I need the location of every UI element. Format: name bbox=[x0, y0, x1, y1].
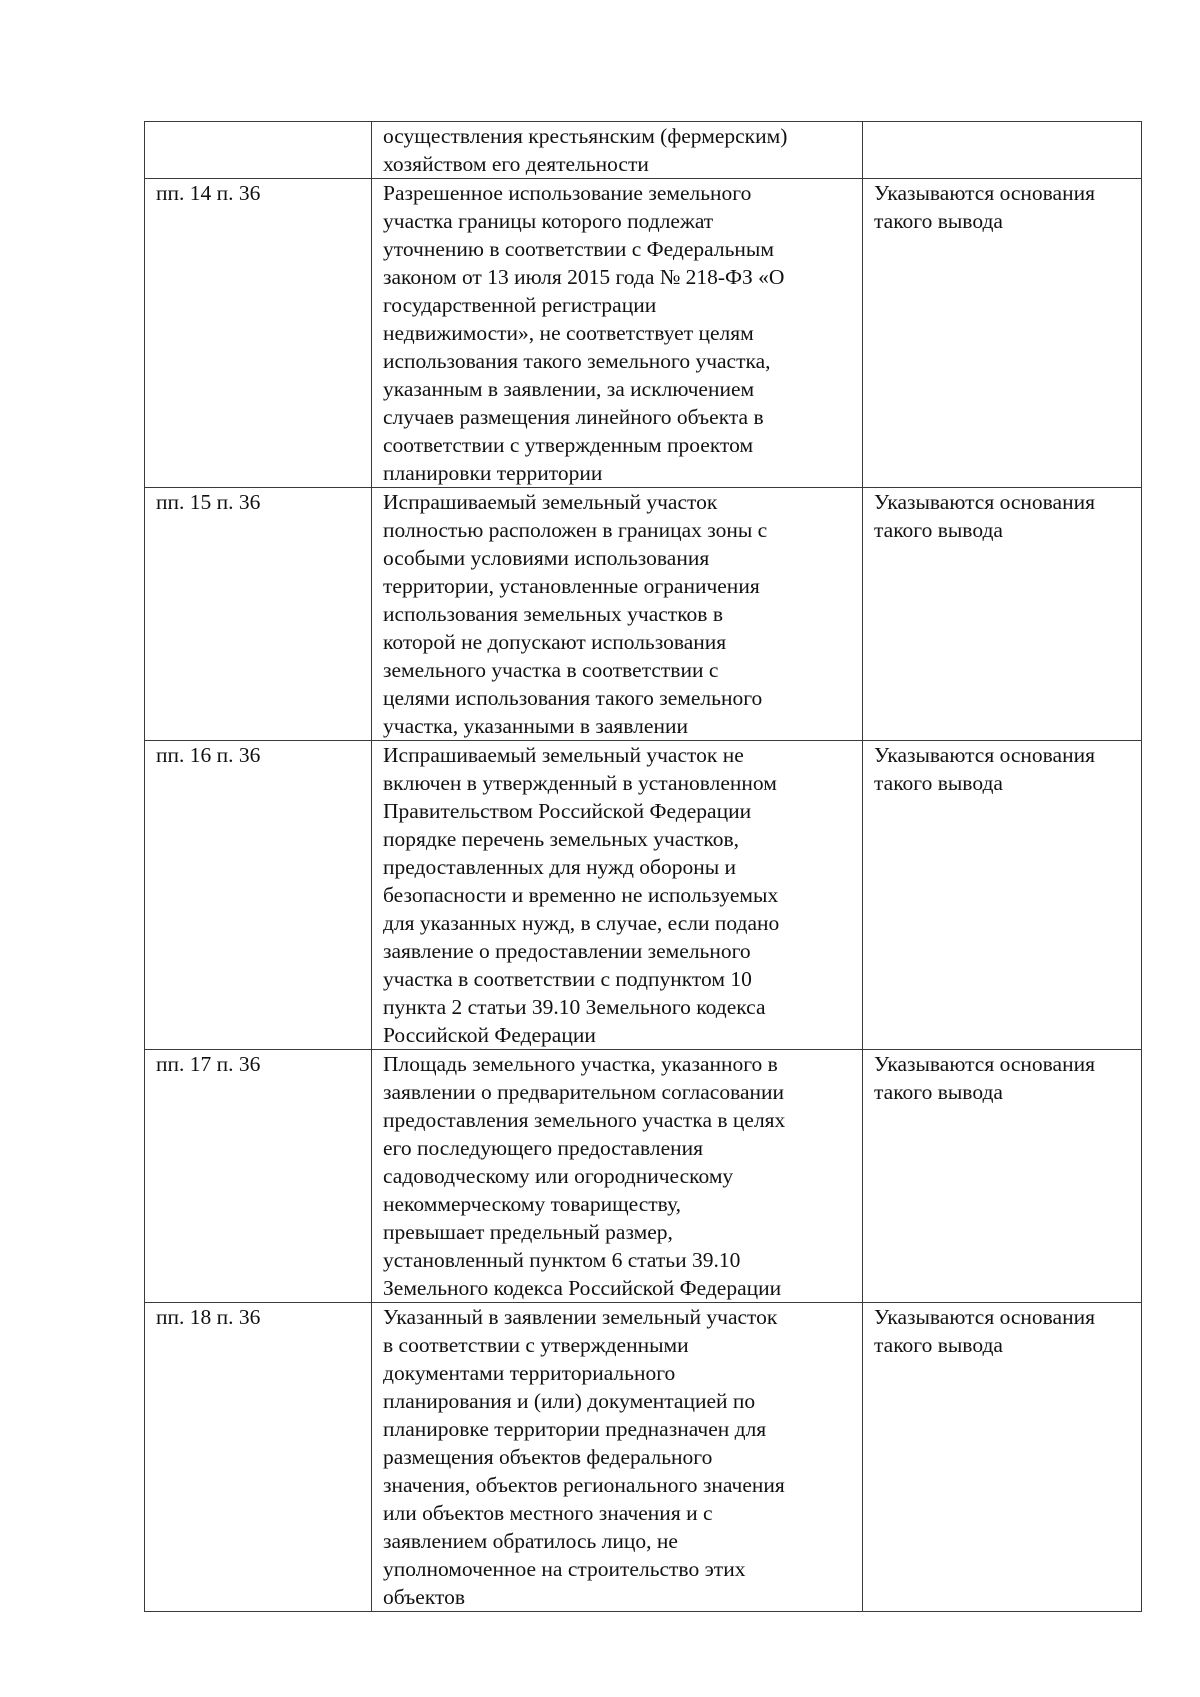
ground-text-cell: Разрешенное использование земельного участка границы которого подлежат уточнению в соответствии с Федеральным законом от 13 июля 2015 года № 218-ФЗ «О государственной регистрации недвижимости», не соответствует целям использования такого земельного участка, указанным в заявлении, за исключением случаев размещения линейного объекта в соответствии с утвержденным проектом планировки территории bbox=[372, 179, 863, 488]
ref-cell: пп. 16 п. 36 bbox=[145, 741, 372, 1050]
table-row bbox=[145, 488, 1142, 741]
ref-cell bbox=[145, 122, 372, 179]
note-cell: Указываются основания такого вывода bbox=[863, 1050, 1142, 1303]
table-row bbox=[145, 1050, 1142, 1303]
ground-text-cell: Испрашиваемый земельный участок не включен в утвержденный в установленном Правительством Российской Федерации порядке перечень земельных участков, предоставленных для нужд обороны и безопасности и временно не используемых для указанных нужд, в случае, если подано заявление о предоставлении земельного участка в соответствии с подпунктом 10 пункта 2 статьи 39.10 Земельного кодекса Российской Федерации bbox=[372, 741, 863, 1050]
note-cell: Указываются основания такого вывода bbox=[863, 179, 1142, 488]
ground-text-cell: осуществления крестьянским (фермерским) хозяйством его деятельности bbox=[372, 122, 863, 179]
ref-cell: пп. 18 п. 36 bbox=[145, 1303, 372, 1612]
note-cell: Указываются основания такого вывода bbox=[863, 741, 1142, 1050]
ref-cell: пп. 17 п. 36 bbox=[145, 1050, 372, 1303]
note-cell: Указываются основания такого вывода bbox=[863, 488, 1142, 741]
table-row bbox=[145, 741, 1142, 1050]
ref-cell: пп. 15 п. 36 bbox=[145, 488, 372, 741]
note-cell bbox=[863, 122, 1142, 179]
ground-text-cell: Испрашиваемый земельный участок полностью расположен в границах зоны с особыми условиями использования территории, установленные ограничения использования земельных участков в которой не допускают использования земельного участка в соответствии с целями использования такого земельного участка, указанными в заявлении bbox=[372, 488, 863, 741]
note-cell: Указываются основания такого вывода bbox=[863, 1303, 1142, 1612]
ground-text-cell: Указанный в заявлении земельный участок в соответствии с утвержденными документами территориального планирования и (или) документацией по планировке территории предназначен для размещения объектов федерального значения, объектов регионального значения или объектов местного значения и с заявлением обратилось лицо, не уполномоченное на строительство этих объектов bbox=[372, 1303, 863, 1612]
ground-text-cell: Площадь земельного участка, указанного в заявлении о предварительном согласовании предоставления земельного участка в целях его последующего предоставления садоводческому или огородническому некоммерческому товариществу, превышает предельный размер, установленный пунктом 6 статьи 39.10 Земельного кодекса Российской Федерации bbox=[372, 1050, 863, 1303]
grounds-table bbox=[144, 121, 1142, 1612]
table-row bbox=[145, 179, 1142, 488]
table-row bbox=[145, 1303, 1142, 1612]
table-row bbox=[145, 122, 1142, 179]
ref-cell: пп. 14 п. 36 bbox=[145, 179, 372, 488]
